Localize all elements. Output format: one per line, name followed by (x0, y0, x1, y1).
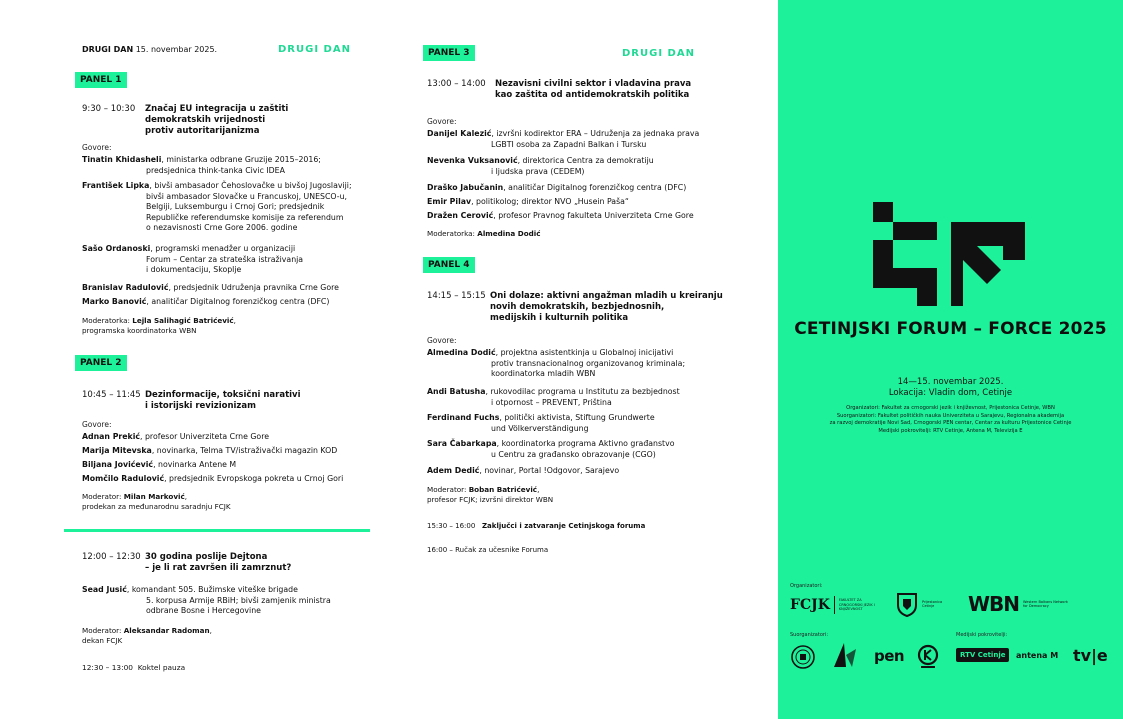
panel-1-speakers-label: Govore: (82, 143, 112, 152)
organizers-info: Organizatori: Fakultet za crnogorski jezik i književnost, Prijestonica Cetinje, WBN Suorganizatori: Fakultet političkih nauka Univerziteta u Sarajevu, Regionalna akademija za razvoj demokratije Novi Sad, Crnogorski PEN centar, Centar za kulturu Prijestonice Cetinje Medijski pokrovitelji: RTV Cetinje, Antena M, Televizija E (829, 405, 1072, 434)
panel-4-session (427, 291, 757, 329)
section-divider (64, 529, 370, 532)
tve-logo: tv|e (1073, 645, 1108, 665)
panel-3-time: 13:00 – 14:00 (427, 79, 486, 89)
panel-4-speakers-label: Govore: (427, 336, 457, 345)
speaker-entry: Marko Banović, analitičar Digitalnog forenzičkog centra (DFC) (82, 297, 330, 306)
speaker-entry: Sead Jusić, komandant 505. Bužimske viteške brigade 5. korpusa Armije RBiH; bivši zamjenik ministra odbrane Bosne i Hercegovine (82, 585, 331, 615)
wbn-logo: WBN Western Balkans Network for Democracy (968, 591, 1068, 616)
speaker-entry: Danijel Kalezić, izvršni kodirektor ERA – Udruženja za jednaka prava LGBTI osoba za Zapadni Balkan i Tursku (427, 129, 700, 149)
panel-2-session (82, 390, 382, 416)
panel-1-session (82, 104, 382, 144)
cf-forum-logo-icon (873, 202, 1025, 306)
cover-panel (778, 0, 1123, 719)
rtv-cetinje-logo: RTV Cetinje (956, 648, 1009, 662)
academy-logo-icon (830, 641, 858, 671)
speaker-entry: Adnan Prekić, profesor Univerziteta Crne Gore (82, 432, 270, 441)
organizers-label: Organizatori: (790, 583, 823, 589)
speaker-entry: Nevenka Vuksanović, direktorica Centra za demokratiju i ljudska prava (CEDEM) (427, 156, 654, 176)
speaker-entry: Ferdinand Fuchs, politički aktivista, Stiftung Grundwerte und Völkerverständigung (427, 413, 655, 433)
panel-4-time: 14:15 – 15:15 (427, 291, 486, 301)
panel-3-title: Nezavisni civilni sektor i vladavina prava kao zaštita od antidemokratskih politika (495, 79, 692, 100)
lunch: 16:00 – Ručak za učesnike Foruma (427, 546, 549, 554)
day-title-green-left: DRUGI DAN (278, 44, 351, 55)
panel-4-moderator: Moderator: Boban Batrićević, profesor FCJK; izvršni direktor WBN (427, 485, 554, 504)
day-label: DRUGI DAN (82, 45, 134, 54)
speaker-entry: Draško Jabučanin, analitičar Digitalnog forenzičkog centra (DFC) (427, 183, 687, 192)
panel-1-tag: PANEL 1 (75, 72, 127, 88)
panel-1-title: Značaj EU integracija u zaštiti demokratskih vrijednosti protiv autoritarijanizma (145, 104, 289, 136)
day-date: 15. novembar 2025. (133, 45, 218, 54)
cetinje-crest-icon (896, 591, 918, 617)
cocktail-break: 12:30 – 13:00 Koktel pauza (82, 663, 186, 672)
panel-1-moderator: Moderatorka: Lejla Salihagić Batrićević, programska koordinatorka WBN (82, 316, 236, 335)
dayton-moderator: Moderator: Aleksandar Radoman, dekan FCJK (82, 626, 212, 645)
culture-center-logo-icon (916, 644, 940, 670)
cetinje-logo: Prijestonica Cetinje (896, 591, 946, 617)
coorganizers-label: Suorganizatori: (790, 632, 829, 638)
speaker-entry: Sašo Ordanoski, programski menadžer u organizaciji Forum – Centar za strateška istraživanja i dokumentaciju, Skoplje (82, 244, 304, 274)
panel-1-time: 9:30 – 10:30 (82, 104, 136, 114)
panel-3-session (427, 79, 747, 105)
speaker-entry: Biljana Jovićević, novinarka Antene M (82, 460, 237, 469)
speaker-entry: Emir Pilav, politikolog; direktor NVO „Husein Paša“ (427, 197, 629, 206)
speaker-entry: František Lipka, bivši ambasador Čehoslovačke u bivšoj Jugoslaviji; bivši ambasador Slovačke u Francuskoj, UNESCO-u, Belgiji, Luksemburgu i Crnoj Gori; predsjednik Republičke referendumske komisije za referendum o nezavisnosti Crne Gore 2006. godine (82, 181, 352, 232)
fcjk-logo: FCJK FAKULTET ZA CRNOGORSKI JEZIK I KNJIŽEVNOST (790, 596, 875, 613)
day-header (82, 44, 217, 55)
media-label: Medijski pokrovitelji: (956, 632, 1008, 638)
speaker-entry: Branislav Radulović, predsjednik Udruženja pravnika Crne Gore (82, 283, 339, 292)
event-location: Lokacija: Vladin dom, Cetinje (888, 388, 1013, 398)
fpn-logo-icon (791, 645, 815, 669)
speaker-entry: Dražen Cerović, profesor Pravnog fakulteta Univerziteta Crne Gore (427, 211, 694, 220)
dayton-session (82, 552, 382, 578)
speaker-entry: Andi Batusha, rukovodilac programa u Institutu za bezbjednost i otpornost – PREVENT, Priština (427, 387, 680, 407)
speaker-entry: Momčilo Radulović, predsjednik Evropskoga pokreta u Crnoj Gori (82, 474, 344, 483)
dayton-time: 12:00 – 12:30 (82, 552, 141, 562)
panel-2-moderator: Moderator: Milan Marković, prodekan za međunarodnu saradnju FCJK (82, 492, 231, 511)
dayton-title: 30 godina poslije Dejtona – je li rat završen ili zamrznut? (145, 552, 292, 573)
speaker-entry: Tinatin Khidasheli, ministarka odbrane Gruzije 2015–2016; predsjednica think-tanka Civic IDEA (82, 155, 321, 175)
closing-session: 15:30 – 16:00 Zaključci i zatvaranje Cetinjskoga foruma (427, 522, 646, 530)
panel-2-speakers-label: Govore: (82, 420, 112, 429)
panel-3-tag: PANEL 3 (423, 45, 475, 61)
forum-title: CETINJSKI FORUM – FORCE 2025 (794, 319, 1107, 339)
panel-2-title: Dezinformacije, toksični narativi i istorijski revizionizam (145, 390, 301, 411)
panel-4-title: Oni dolaze: aktivni angažman mladih u kreiranju novih demokratskih, bezbjednosnih, medijskih i kulturnih politika (490, 291, 723, 323)
event-info (778, 377, 1123, 399)
event-dates: 14—15. novembar 2025. (897, 377, 1004, 387)
panel-2-time: 10:45 – 11:45 (82, 390, 141, 400)
panel-3-speakers-label: Govore: (427, 117, 457, 126)
speaker-entry: Sara Čabarkapa, koordinatorka programa Aktivno građanstvo u Centru za građansko obrazovanje (CGO) (427, 439, 675, 459)
pen-logo: pen (874, 646, 905, 665)
panel-2-tag: PANEL 2 (75, 355, 127, 371)
day-title-green-right: DRUGI DAN (622, 48, 695, 59)
panel-3-moderator: Moderatorka: Almedina Dodić (427, 229, 541, 238)
speaker-entry: Almedina Dodić, projektna asistentkinja u Globalnoj inicijativi protiv transnacionalnog organizovanog kriminala; koordinatorka mladih WBN (427, 348, 686, 378)
panel-4-tag: PANEL 4 (423, 257, 475, 273)
speaker-entry: Adem Dedić, novinar, Portal !Odgovor, Sarajevo (427, 466, 620, 475)
speaker-entry: Marija Mitevska, novinarka, Telma TV/istraživački magazin KOD (82, 446, 338, 455)
antena-m-logo: antena M (1016, 650, 1059, 660)
